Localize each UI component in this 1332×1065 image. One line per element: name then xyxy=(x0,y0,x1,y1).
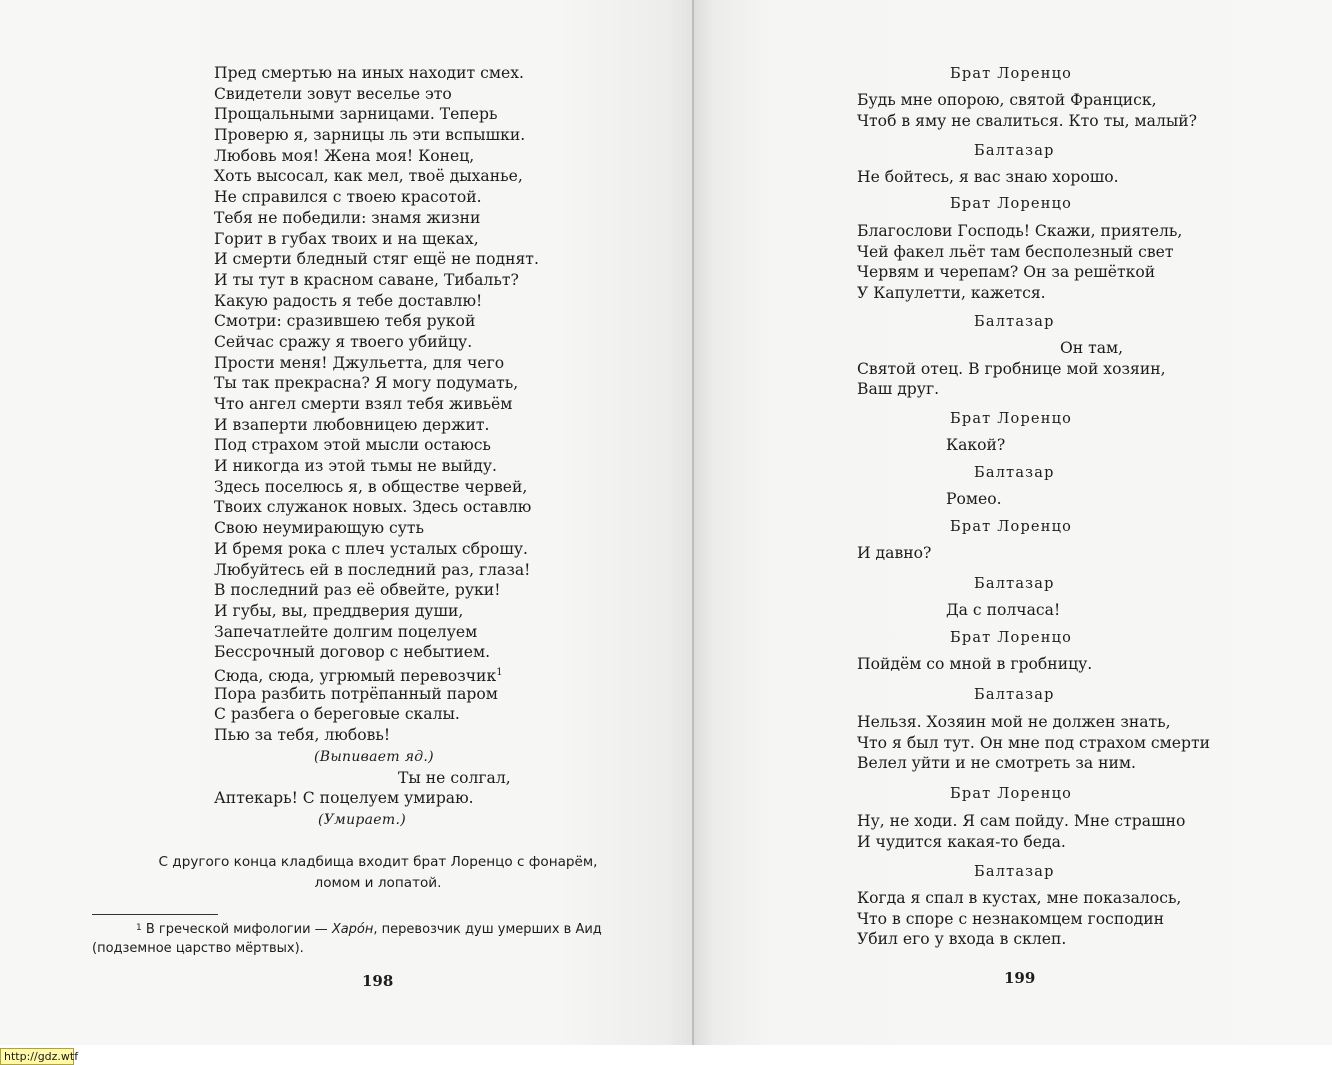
dialogue-block xyxy=(857,888,1181,950)
dialogue-block xyxy=(857,712,1210,774)
speaker-name: Балтазар xyxy=(974,576,1055,592)
speaker-name: Брат Лоренцо xyxy=(950,519,1073,535)
verse-line: Под страхом этой мысли остаюсь xyxy=(214,436,491,455)
dialogue-line: И чудится какая-то беда. xyxy=(857,832,1066,851)
dialogue-line: Что я был тут. Он мне под страхом смерти xyxy=(857,733,1211,752)
stage-direction: (Выпивает яд.) xyxy=(314,748,434,765)
verse-line: Пора разбить потрёпанный паром xyxy=(214,684,498,703)
dialogue-line: Нельзя. Хозяин мой не должен знать, xyxy=(857,713,1171,731)
verse-line: Аптекарь! С поцелуем умираю. xyxy=(214,789,474,808)
verse-line: И ты тут в красном саване, Тибальт? xyxy=(214,270,519,289)
speaker-name: Балтазар xyxy=(974,687,1055,703)
dialogue-line: Благослови Господь! Скажи, приятель, xyxy=(857,222,1183,240)
page-number: 199 xyxy=(1004,969,1036,987)
footnote-divider xyxy=(92,914,218,915)
footnote xyxy=(92,920,672,958)
verse-line: Свою неумирающую суть xyxy=(214,519,425,538)
verse-line: И смерти бледный стяг ещё не поднят. xyxy=(214,250,539,269)
dialogue-block xyxy=(857,90,1197,131)
footnote-text-pre: В греческой мифологии — xyxy=(145,922,328,937)
dialogue-line: Чтоб в яму не свалиться. Кто ты, малый? xyxy=(857,111,1198,130)
footnote-term: Харóн xyxy=(331,922,374,937)
verse-line: Запечатлейте долгим поцелуем xyxy=(214,622,478,641)
speaker-name: Брат Лоренцо xyxy=(950,786,1073,802)
right-page xyxy=(694,0,1332,1045)
verse-line: Тебя не победили: знамя жизни xyxy=(214,208,481,227)
verse-line-with-footnote xyxy=(214,663,539,684)
dialogue-line: Будь мне опорою, святой Франциск, xyxy=(857,91,1157,109)
footnote-text-post: , перевозчик душ умерших в Аид xyxy=(373,922,602,937)
verse-line: Горит в губах твоих и на щеках, xyxy=(214,229,479,248)
footnote-line xyxy=(92,920,672,939)
dialogue-line: Пойдём со мной в гробницу. xyxy=(857,655,1093,673)
speaker-name: Балтазар xyxy=(974,465,1055,481)
verse-line: Прости меня! Джульетта, для чего xyxy=(214,353,505,372)
dialogue-line: Ромео. xyxy=(946,490,1002,508)
dialogue-block xyxy=(857,338,1166,400)
speaker-name: Балтазар xyxy=(974,864,1055,880)
verse-line: Хоть высосал, как мел, твоё дыханье, xyxy=(214,167,523,186)
verse-line: И взаперти любовницею держит. xyxy=(214,415,490,434)
dialogue-line: Ну, не ходи. Я сам пойду. Мне страшно xyxy=(857,812,1186,830)
verse-line: Любовь моя! Жена моя! Конец, xyxy=(214,146,475,165)
dialogue-line: Червям и черепам? Он за решёткой xyxy=(857,263,1156,281)
verse-line: И бремя рока с плеч усталых сброшу. xyxy=(214,539,528,558)
dialogue-line: Велел уйти и не смотреть за ним. xyxy=(857,754,1136,772)
verse-line: Не справился с твоею красотой. xyxy=(214,188,482,207)
speaker-name: Брат Лоренцо xyxy=(950,66,1073,82)
dialogue-line: У Капулетти, кажется. xyxy=(857,283,1046,302)
speaker-name: Брат Лоренцо xyxy=(950,411,1073,427)
speaker-name: Брат Лоренцо xyxy=(950,630,1073,646)
verse-line: Что ангел смерти взял тебя живьём xyxy=(214,395,513,413)
verse-line-text: Сюда, сюда, угрюмый перевозчик xyxy=(214,667,497,686)
dialogue-line: Да с полчаса! xyxy=(946,601,1061,619)
source-watermark-link[interactable]: http://gdz.wtf xyxy=(0,1048,74,1065)
verse-line: Прощальными зарницами. Теперь xyxy=(214,105,498,124)
verse-line: И губы, вы, преддверия души, xyxy=(214,601,464,620)
entrance-direction xyxy=(100,852,656,894)
dialogue-line: И давно? xyxy=(857,544,932,562)
speaker-name: Брат Лоренцо xyxy=(950,196,1073,212)
dialogue-line: Убил его у входа в склеп. xyxy=(857,930,1067,948)
stage-direction: (Умирает.) xyxy=(318,812,406,829)
verse-line: Смотри: сразившею тебя рукой xyxy=(214,312,476,331)
dialogue-line: Не бойтесь, я вас знаю хорошо. xyxy=(857,168,1119,186)
verse-line: Свидетели зовут веселье это xyxy=(214,84,452,103)
footnote-line: (подземное царство мёртвых). xyxy=(92,941,304,956)
dialogue-line: Ваш друг. xyxy=(857,380,940,398)
entrance-line: С другого конца кладбища входит брат Лоренцо с фонарём, xyxy=(158,854,598,870)
verse-line: Пью за тебя, любовь! xyxy=(214,726,391,744)
dialogue-block xyxy=(857,221,1182,303)
verse-line: И никогда из этой тьмы не выйду. xyxy=(214,457,497,476)
entrance-line: ломом и лопатой. xyxy=(314,875,442,891)
dialogue-line: Чей факел льёт там бесполезный свет xyxy=(857,242,1174,261)
verse-line: В последний раз её обвейте, руки! xyxy=(214,581,501,600)
verse-line: Твоих служанок новых. Здесь оставлю xyxy=(214,498,532,517)
footnote-number: 1 xyxy=(136,923,142,933)
verse-line: Проверю я, зарницы ль эти вспышки. xyxy=(214,126,526,145)
verse-line: Любуйтесь ей в последний раз, глаза! xyxy=(214,560,531,579)
dialogue-block xyxy=(857,811,1185,852)
speaker-name: Балтазар xyxy=(974,143,1055,159)
verse-line: Бессрочный договор с небытием. xyxy=(214,643,491,662)
scan-margin xyxy=(0,1045,1332,1065)
speaker-name: Балтазар xyxy=(974,314,1055,330)
footnote-marker: 1 xyxy=(496,666,503,678)
verse-line: Ты так прекрасна? Я могу подумать, xyxy=(214,374,519,393)
dialogue-line: Когда я спал в кустах, мне показалось, xyxy=(857,889,1182,907)
verse-line: Здесь поселюсь я, в обществе червей, xyxy=(214,477,528,496)
verse-line-continuation: Ты не солгал, xyxy=(398,768,511,787)
dialogue-line: Какой? xyxy=(946,436,1006,454)
verse-line: Какую радость я тебе доставлю! xyxy=(214,291,483,310)
dialogue-line: Святой отец. В гробнице мой хозяин, xyxy=(857,359,1166,378)
dialogue-line-continuation: Он там, xyxy=(1060,339,1124,357)
verse-line: С разбега о береговые скалы. xyxy=(214,705,460,724)
verse-line: Пред смертью на иных находит смех. xyxy=(214,64,524,82)
verse-line: Сейчас сражу я твоего убийцу. xyxy=(214,332,473,351)
dialogue-line: Что в споре с незнакомцем господин xyxy=(857,909,1165,928)
page-number: 198 xyxy=(362,972,394,990)
romeo-monologue xyxy=(214,63,539,831)
